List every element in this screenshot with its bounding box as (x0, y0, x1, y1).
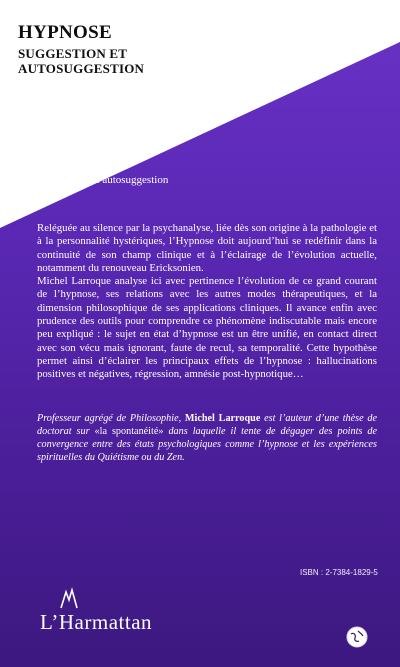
cover-subtitle-line2: AUTOSUGGESTION (18, 61, 145, 76)
author-bio-part3: dans laquelle il tente de dégager des points de convergence entre des états psychologiques comme l’hypnose et les expériences spirituelles du Quiétisme ou du Zen. (37, 426, 378, 463)
cover-subtitle-line1: SUGGESTION ET (18, 46, 128, 61)
author-thesis-title: «la spontanéité» (94, 426, 164, 437)
author-bio-part1: Professeur agrégé de Philosophie, (37, 413, 185, 424)
publisher-name: L’Harmattan (40, 610, 153, 634)
blurb-paragraph-1: Reléguée au silence par la psychanalyse, liée dès son origine à la pathologie et à la personnalité hystériques, l’Hypnose doit aujourd’hui se redéfinir dans la continuité de son champ clinique et à l’éclairage de l’évolution actuelle, notamment du renouveau Ericksonien. (37, 222, 377, 274)
isbn-number: ISBN : 2-7384-1829-5 (300, 568, 378, 577)
globe-icon (346, 626, 368, 648)
author-name: Michel Larroque (184, 413, 261, 424)
author-bio (37, 412, 377, 464)
cover-title: HYPNOSE (18, 22, 112, 43)
publisher-logo-icon (58, 586, 80, 610)
blurb-paragraph-2: Michel Larroque analyse ici avec pertinence l’évolution de ce grand courant de l’hypnose, ses relations avec les autres modes thérapeutiques, et la dimension philosophique de ses applications cliniques. Il avance enfin avec prudence des outils pour comprendre ce phénomène indiscutable mais encore peu expliqué : le sujet en état d’hypnose est un être unifié, en contact direct avec son vécu mais ignorant, faute de recul, sa temporalité. Cette hypothèse permet ainsi d’éclairer les principaux effets de l’hypnose : hallucinations positives et négatives, régression, amnésie post-hypnotique… (37, 275, 377, 381)
blurb-text (37, 222, 377, 382)
series-title: HYPNOSE (40, 158, 95, 170)
author-bio-part2: est l’auteur d’une thèse de doctorat sur (37, 413, 377, 437)
cover-subtitle (18, 46, 144, 76)
series-subtitle: Suggestion et autosuggestion (40, 174, 169, 186)
